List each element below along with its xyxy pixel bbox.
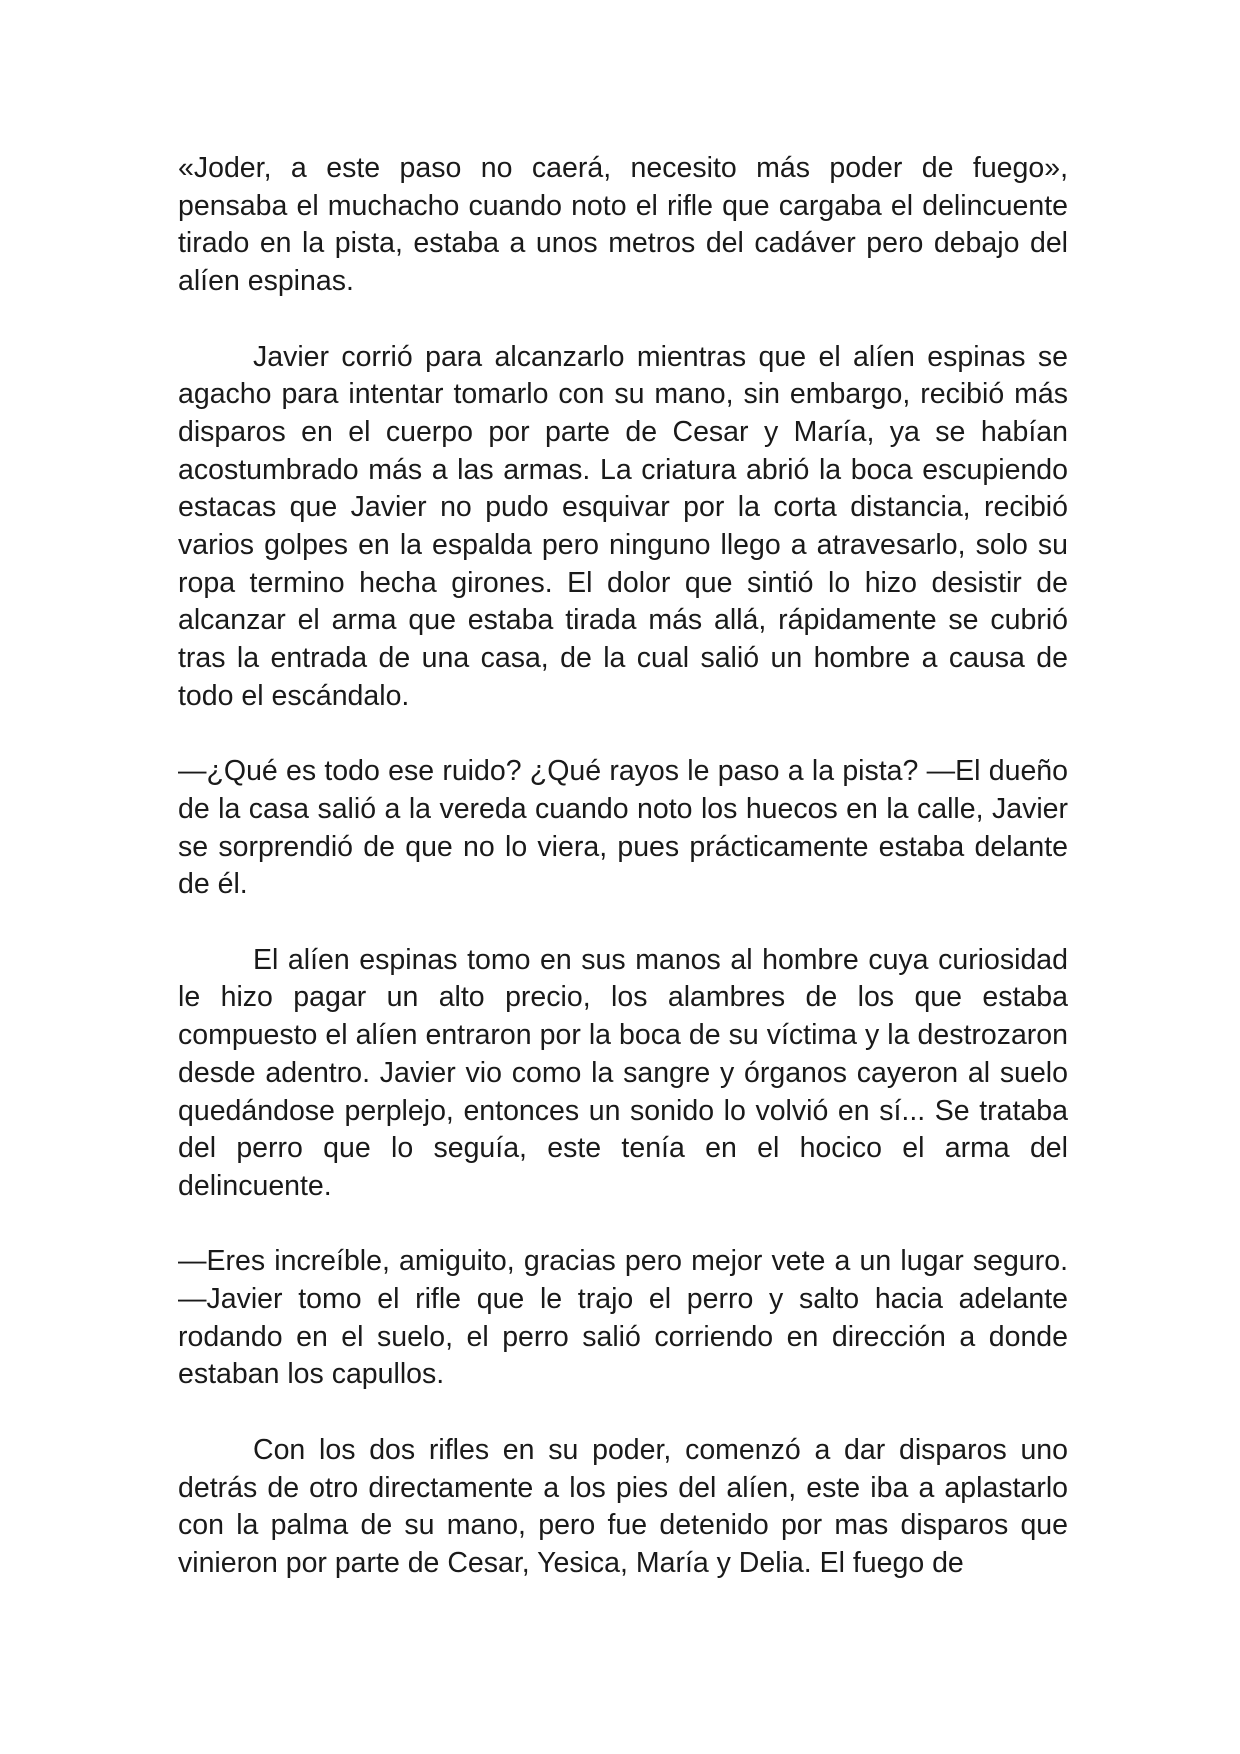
paragraph-2: Javier corrió para alcanzarlo mientras que el alíen espinas se agacho para intentar tomarlo con su mano, sin embargo, recibió más disparos en el cuerpo por parte de Cesar y María, ya se habían acostumbrado más a las armas. La criatura abrió la boca escupiendo estacas que Javier no pudo esquivar por la corta distancia, recibió varios golpes en la espalda pero ninguno llego a atravesarlo, solo su ropa termino hecha girones. El dolor que sintió lo hizo desistir de alcanzar el arma que estaba tirada más allá, rápidamente se cubrió tras la entrada de una casa, de la cual salió un hombre a causa de todo el escándalo. [178,340,1068,712]
paragraph-6: Con los dos rifles en su poder, comenzó a dar disparos uno detrás de otro directamente a los pies del alíen, este iba a aplastarlo con la palma de su mano, pero fue detenido por mas disparos que vinieron por parte de Cesar, Yesica, María y Delia. El fuego de [178,1433,1068,1579]
text-body [178,150,1068,1583]
paragraph-5: —Eres increíble, amiguito, gracias pero mejor vete a un lugar seguro. —Javier tomo el rifle que le trajo el perro y salto hacia adelante rodando en el suelo, el perro salió corriendo en dirección a donde estaban los capullos. [178,1245,1068,1391]
paragraph-3: —¿Qué es todo ese ruido? ¿Qué rayos le paso a la pista? —El dueño de la casa salió a la vereda cuando noto los huecos en la calle, Javier se sorprendió de que no lo viera, pues prácticamente estaba delante de él. [178,755,1068,901]
paragraph-4: El alíen espinas tomo en sus manos al hombre cuya curiosidad le hizo pagar un alto precio, los alambres de los que estaba compuesto el alíen entraron por la boca de su víctima y la destrozaron desde adentro. Javier vio como la sangre y órganos cayeron al suelo quedándose perplejo, entonces un sonido lo volvió en sí... Se trataba del perro que lo seguía, este tenía en el hocico el arma del delincuente. [178,943,1068,1202]
paragraph-1: «Joder, a este paso no caerá, necesito más poder de fuego», pensaba el muchacho cuando noto el rifle que cargaba el delincuente tirado en la pista, estaba a unos metros del cadáver pero debajo del alíen espinas. [178,152,1068,298]
